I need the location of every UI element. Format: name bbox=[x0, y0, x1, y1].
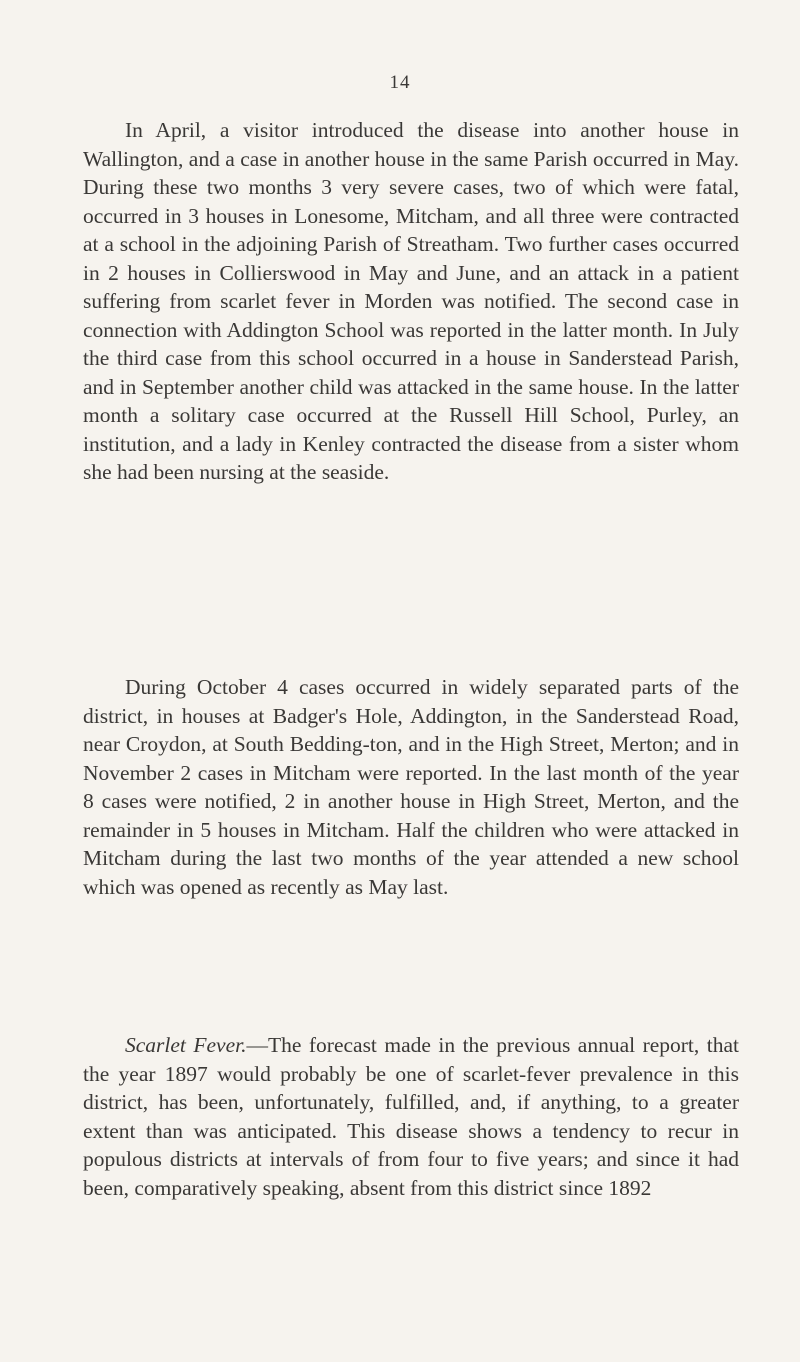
section-heading-scarlet-fever: Scarlet Fever. bbox=[125, 1033, 247, 1057]
paragraph-text: During October 4 cases occurred in widely separated parts of the district, in houses at Badger's Hole, Addington, in the Sanderstead Road, near Croydon, at South Bedding-ton, and in the High Street, Merton; and in November 2 cases in Mitcham were reported. In the last month of the year 8 cases were notified, 2 in another house in High Street, Merton, and the remainder in 5 houses in Mitcham. Half the children who were attacked in Mitcham during the last two months of the year attended a new school which was opened as recently as May last. bbox=[83, 675, 739, 899]
paragraph-text: —The forecast made in the previous annual report, that the year 1897 would probably be one of scarlet-fever prevalence in this district, has been, unfortunately, fulfilled, and, if anything, to a greater extent than was anticipated. This disease shows a tendency to recur in populous districts at intervals of from four to five years; and since it had been, comparatively speaking, absent from this district since 1892 bbox=[83, 1033, 739, 1200]
paragraph-april-cases bbox=[83, 116, 739, 487]
paragraph-scarlet-fever bbox=[83, 1031, 739, 1202]
paragraph-text: In April, a visitor introduced the disease into another house in Wallington, and a case in another house in the same Parish occurred in May. During these two months 3 very severe cases, two of which were fatal, occurred in 3 houses in Lonesome, Mitcham, and all three were contracted at a school in the adjoining Parish of Streatham. Two further cases occurred in 2 houses in Collierswood in May and June, and an attack in a patient suffering from scarlet fever in Morden was notified. The second case in connection with Addington School was reported in the latter month. In July the third case from this school occurred in a house in Sanderstead Parish, and in September another child was attacked in the same house. In the latter month a solitary case occurred at the Russell Hill School, Purley, an institution, and a lady in Kenley contracted the disease from a sister whom she had been nursing at the seaside. bbox=[83, 118, 739, 484]
page-number: 14 bbox=[389, 72, 411, 93]
paragraph-october-cases bbox=[83, 673, 739, 901]
